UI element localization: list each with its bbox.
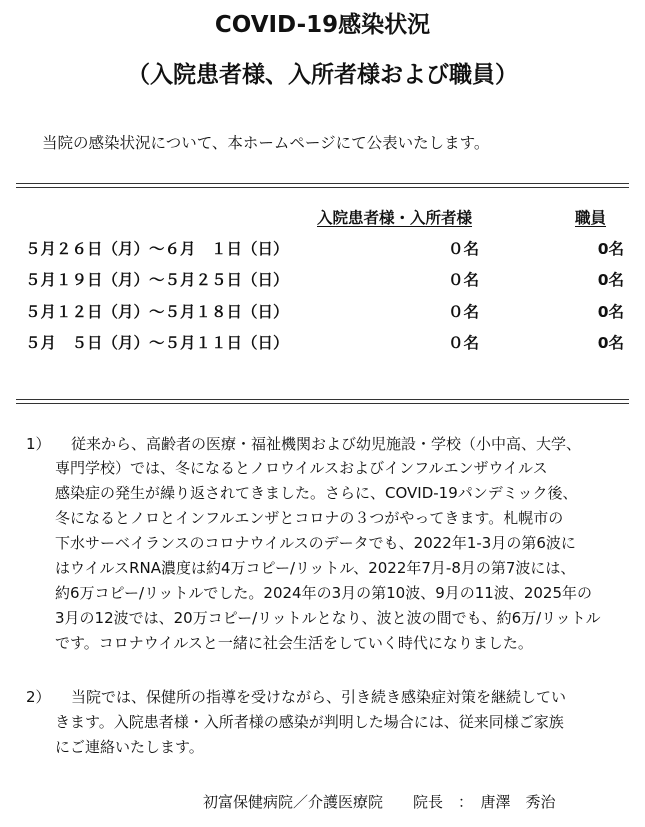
signature: 初富保健病院／介護医療院 院長 ： 唐澤 秀治 (203, 793, 556, 811)
table-row (0, 331, 645, 355)
note-line: 下水サーベイランスのコロナウイルスのデータでも、2022年1-3月の第6波に (55, 534, 576, 552)
note-number: 1） (26, 435, 51, 453)
row-staff-count: 0名 (597, 240, 624, 258)
row-patient-count: ０名 (448, 240, 480, 258)
row-patient-count: ０名 (448, 303, 480, 321)
note-number: 2） (26, 688, 51, 706)
note-line: 当院では、保健所の指導を受けながら、引き続き感染症対策を継続してい (71, 688, 567, 706)
note-line: 約6万コピー/リットルでした。2024年の3月の第10波、9月の11波、2025年の (55, 584, 593, 602)
note-line: 従来から、高齢者の医療・福祉機関および幼児施設・学校（小中高、大学、 (71, 435, 582, 453)
note-line: 冬になるとノロとインフルエンザとコロナの３つがやってきます。札幌市の (55, 509, 564, 527)
table-bottom-divider (16, 399, 629, 404)
column-header-patients: 入院患者様・入所者様 (317, 209, 473, 227)
row-patient-count: ０名 (448, 334, 480, 352)
table-row (0, 237, 645, 261)
page-title: COVID-19感染状況 (214, 12, 431, 38)
note-line: はウイルスRNA濃度は約4万コピー/リットル、2022年7月-8月の第7波には、 (55, 559, 576, 577)
intro-text: 当院の感染状況について、本ホームページにて公表いたします。 (42, 134, 490, 152)
row-period: ５月１２日（月）～５月１８日（日） (25, 303, 289, 321)
column-header-staff: 職員 (575, 209, 607, 227)
note-line: 専門学校）では、冬になるとノロウイルスおよびインフルエンザウイルス (55, 459, 548, 477)
note-line: きます。入院患者様・入所者様の感染が判明した場合には、従来同様ご家族 (55, 713, 564, 731)
row-staff-count: 0名 (597, 334, 624, 352)
note-line: にご連絡いたします。 (55, 738, 204, 756)
row-staff-count: 0名 (597, 303, 624, 321)
note-line: です。コロナウイルスと一緒に社会生活をしていく時代になりました。 (55, 634, 533, 652)
note-line: 感染症の発生が繰り返されてきました。さらに、COVID-19パンデミック後、 (55, 484, 578, 502)
table-row (0, 300, 645, 324)
table-row (0, 268, 645, 292)
row-patient-count: ０名 (448, 271, 480, 289)
row-period: ５月 ５日（月）～５月１１日（日） (25, 334, 289, 352)
row-period: ５月２６日（月）～６月 １日（日） (25, 240, 289, 258)
row-staff-count: 0名 (597, 271, 624, 289)
table-top-divider (16, 183, 629, 188)
row-period: ５月１９日（月）～５月２５日（日） (25, 271, 289, 289)
page-subtitle: （入院患者様、入所者様および職員） (127, 62, 518, 88)
note-line: 3月の12波では、20万コピー/リットルとなり、波と波の間でも、約6万/リットル (55, 609, 601, 627)
